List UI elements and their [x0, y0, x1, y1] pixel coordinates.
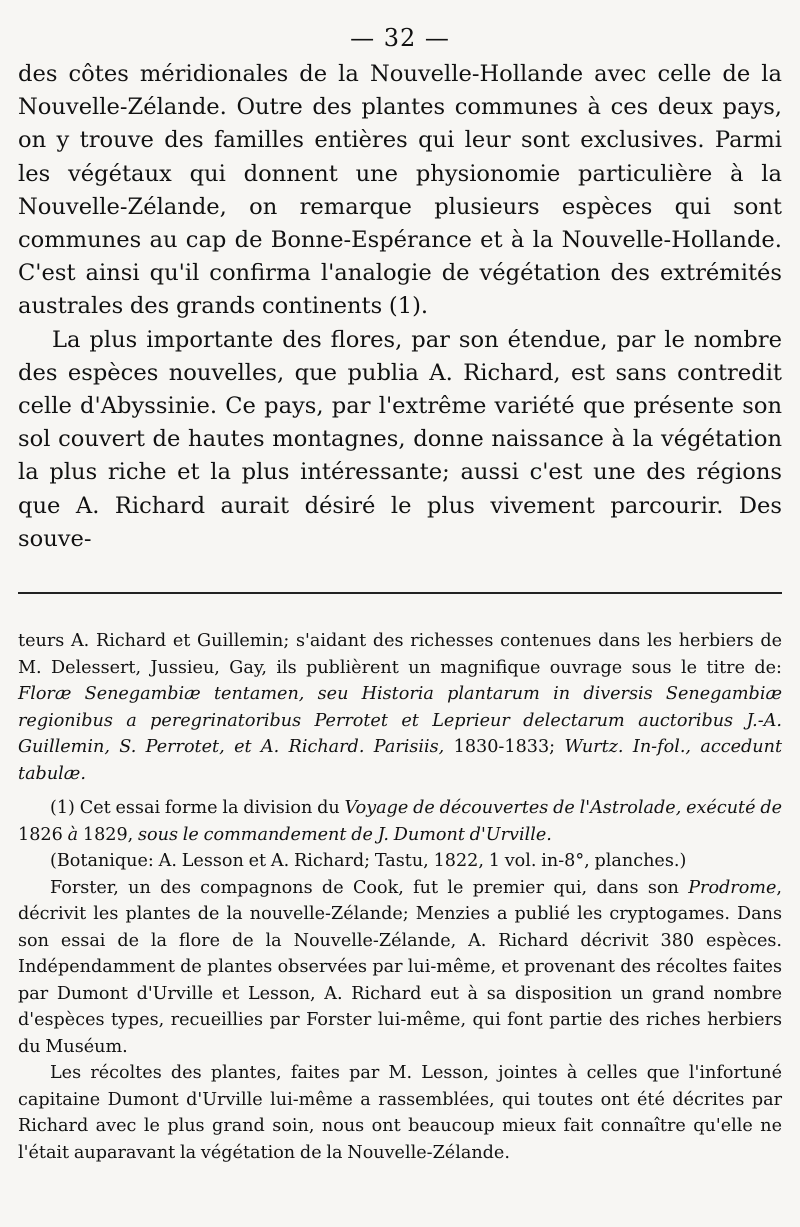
footnote-1-command: sous le commandement de J. Dumont d'Urville.: [138, 824, 552, 845]
footnote-forster-intro: Forster, un des compagnons de Cook, fut le premier qui, dans son: [50, 877, 689, 898]
footnote-continued: [18, 628, 782, 787]
footnote-years: 1830-1833;: [444, 737, 565, 758]
footnote-1-a: à: [67, 824, 79, 845]
footnote-lesson: Les récoltes des plantes, faites par M. Lesson, jointes à celles que l'infortuné capitaine Dumont d'Urville lui-même a rassemblées, qui toutes ont été décrites par Richard avec le plus grand soin, nous ont beaucoup mieux fait connaître qu'elle ne l'était auparavant la végétation de la Nouvelle-Zélande.: [18, 1063, 782, 1163]
paragraph-1: des côtes méridionales de la Nouvelle-Hollande avec celle de la Nouvelle-Zélande. Outre des plantes communes à ces deux pays, on y trouve des familles entières qui leur sont exclusives. Parmi les végétaux qui donnent une physionomie particulière à la Nouvelle-Zélande, on remarque plusieurs espèces qui sont communes au cap de Bonne-Espérance et à la Nouvelle-Hollande. C'est ainsi qu'il confirma l'analogie de végétation des extrémités australes des grands continents (1).: [18, 61, 782, 320]
footnote-1-year-start: 1826: [18, 824, 68, 845]
main-text: [18, 58, 782, 556]
page-number: — 32 —: [350, 24, 450, 52]
prodrome-title: Prodrome: [688, 877, 777, 898]
footnote-botanique: (Botanique: A. Lesson et A. Richard; Tastu, 1822, 1 vol. in-8°, planches.): [50, 851, 687, 872]
footnote-1-intro: (1) Cet essai forme la division du: [50, 798, 345, 819]
footnote-forster-text: , décrivit les plantes de la nouvelle-Zélande; Menzies a publié les cryptogames. Dans son essai de la flore de la Nouvelle-Zélande, A. Richard décrivit 380 espèces. Indépendamment de plantes observées par lui-même, et provenant des récoltes faites par Dumont d'Urville et Lesson, A. Richard eut à sa disposition un grand nombre d'espèces types, recueillies par Forster lui-même, qui font partie des riches herbiers du Muséum.: [18, 877, 782, 1057]
footnote-separator: [18, 592, 782, 594]
footnote-forster: [18, 875, 782, 1061]
voyage-title: Voyage de découvertes de l'Astrolade, exécuté de: [344, 798, 782, 819]
book-title-flora: Floræ Senegambiæ tentamen, seu Historia plantarum in diversis Senegambiæ regionibus a peregrinatoribus Perrotet et Leprieur delectarum auctoribus J.-A. Guillemin, S. Perrotet, et A. Richard. Parisiis,: [18, 684, 782, 758]
footnote-1: [18, 795, 782, 848]
footnotes: [18, 628, 782, 1166]
publisher-note: Wurtz. In-fol., accedunt tabulæ.: [18, 737, 783, 784]
paragraph-2: La plus importante des flores, par son étendue, par le nombre des espèces nouvelles, que publia A. Richard, est sans contredit celle d'Abyssinie. Ce pays, par l'extrême variété que présente son sol couvert de hautes montagnes, donne naissance à la végétation la plus riche et la plus intéressante; aussi c'est une des régions que A. Richard aurait désiré le plus vivement parcourir. Des souve-: [18, 326, 782, 552]
footnote-continued-text: teurs A. Richard et Guillemin; s'aidant des richesses contenues dans les herbiers de M. Delessert, Jussieu, Gay, ils publièrent un magnifique ouvrage sous le titre de:: [18, 631, 782, 678]
book-page: [18, 20, 782, 1210]
footnote-1-year-end: 1829,: [78, 824, 139, 845]
